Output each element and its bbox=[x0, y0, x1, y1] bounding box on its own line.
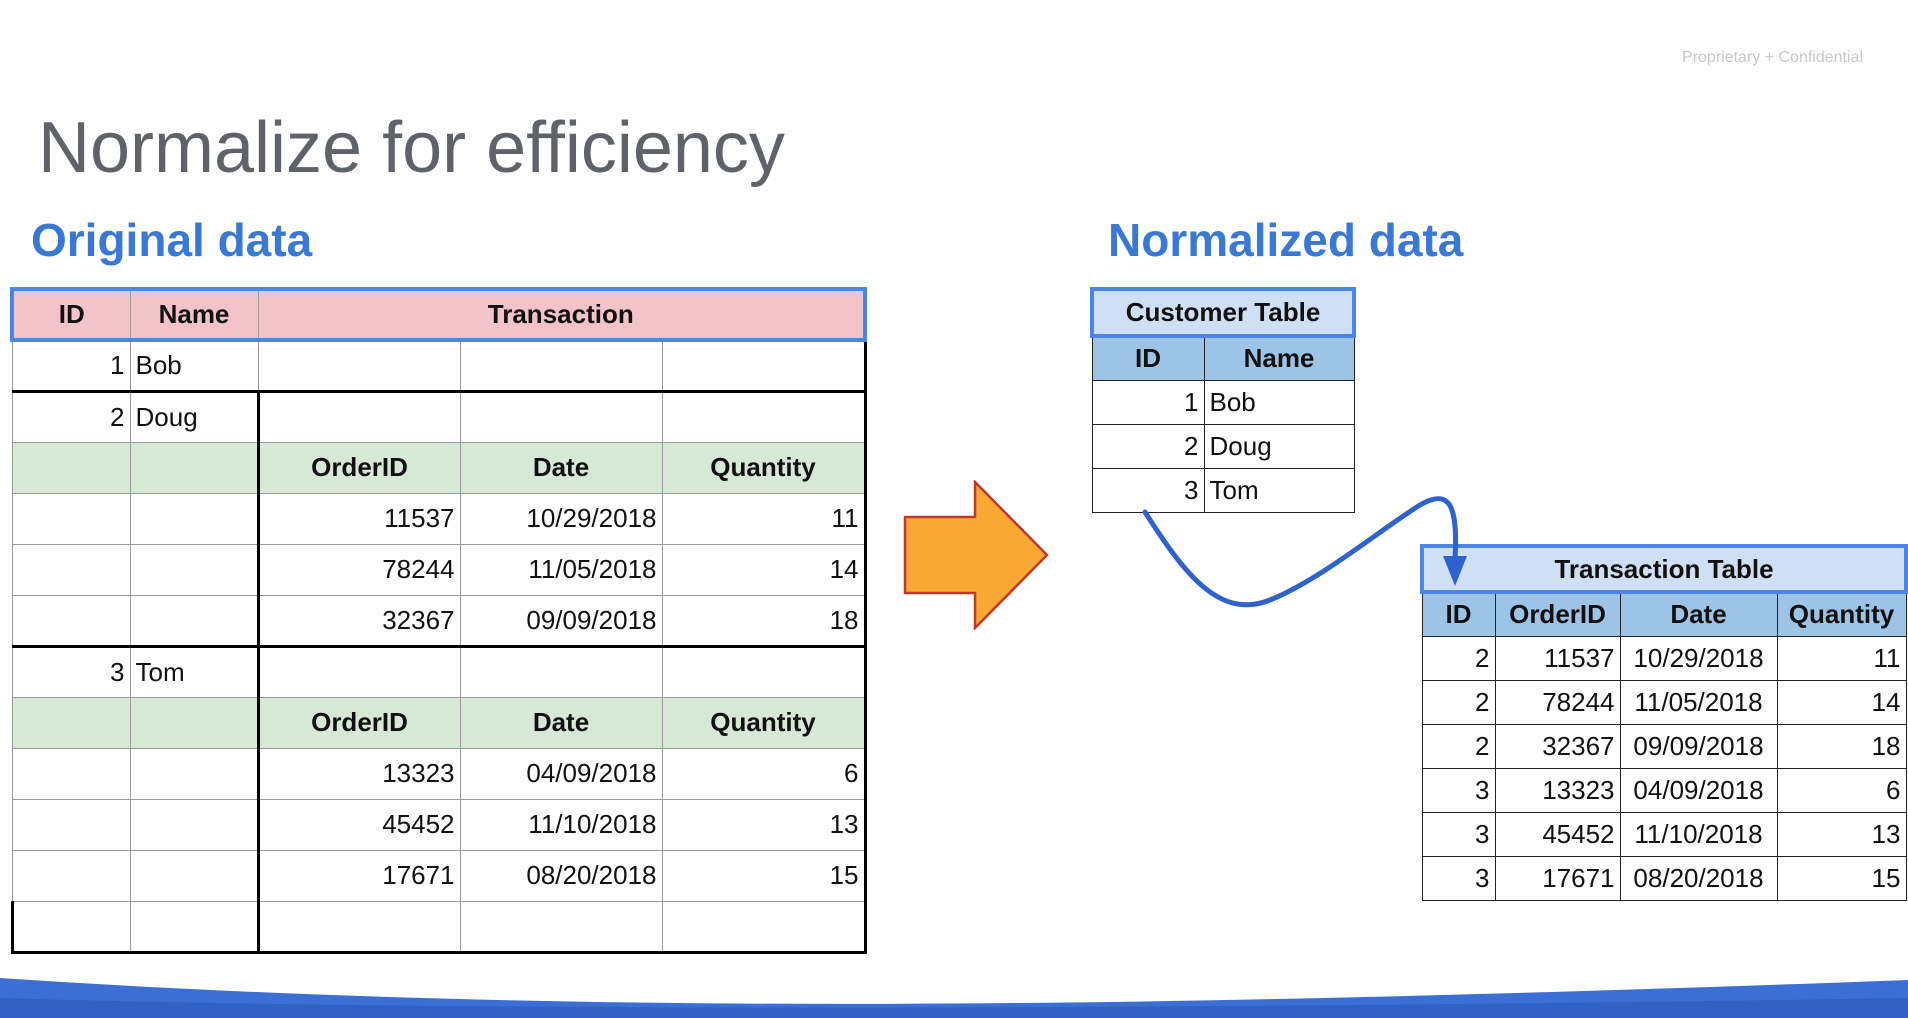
customer-table-header-row bbox=[1092, 336, 1354, 380]
table-row bbox=[1092, 424, 1354, 468]
subheader-date: Date bbox=[460, 442, 662, 493]
customer-table bbox=[1090, 287, 1356, 513]
order-date: 08/20/2018 bbox=[460, 850, 662, 901]
order-date: 11/05/2018 bbox=[1620, 680, 1777, 724]
customer-name: Tom bbox=[1204, 468, 1354, 512]
confidential-label: Proprietary + Confidential bbox=[1682, 49, 1863, 66]
customer-id: 3 bbox=[1422, 812, 1495, 856]
transaction-table-caption-row bbox=[1422, 546, 1906, 592]
order-quantity: 6 bbox=[1777, 768, 1906, 812]
order-quantity: 6 bbox=[662, 748, 865, 799]
order-id: 11537 bbox=[258, 493, 460, 544]
order-quantity: 13 bbox=[1777, 812, 1906, 856]
order-quantity: 14 bbox=[1777, 680, 1906, 724]
transaction-table-caption: Transaction Table bbox=[1422, 546, 1906, 592]
table-row bbox=[12, 493, 865, 544]
table-row bbox=[12, 340, 865, 391]
column-header-name: Name bbox=[1204, 336, 1354, 380]
column-header-name: Name bbox=[130, 289, 258, 340]
column-header-transaction: Transaction bbox=[258, 289, 865, 340]
order-quantity: 15 bbox=[1777, 856, 1906, 900]
original-data-table bbox=[10, 287, 867, 954]
order-quantity: 11 bbox=[1777, 636, 1906, 680]
customer-name: Tom bbox=[130, 646, 258, 697]
order-id: 78244 bbox=[258, 544, 460, 595]
table-row bbox=[12, 646, 865, 697]
customer-id: 2 bbox=[1422, 680, 1495, 724]
order-id: 17671 bbox=[258, 850, 460, 901]
customer-id: 1 bbox=[12, 340, 130, 391]
table-row bbox=[12, 748, 865, 799]
order-id: 13323 bbox=[258, 748, 460, 799]
order-quantity: 18 bbox=[662, 595, 865, 646]
order-id: 45452 bbox=[258, 799, 460, 850]
table-row bbox=[12, 850, 865, 901]
customer-id: 2 bbox=[1092, 424, 1204, 468]
original-header-row bbox=[12, 289, 865, 340]
column-header-id: ID bbox=[1422, 592, 1495, 636]
order-date: 10/29/2018 bbox=[460, 493, 662, 544]
customer-id: 2 bbox=[12, 391, 130, 442]
subheader-quantity: Quantity bbox=[662, 442, 865, 493]
order-id: 13323 bbox=[1495, 768, 1620, 812]
order-quantity: 18 bbox=[1777, 724, 1906, 768]
subheader-orderid: OrderID bbox=[258, 442, 460, 493]
footer-band bbox=[0, 958, 1908, 1018]
order-quantity: 15 bbox=[662, 850, 865, 901]
table-row bbox=[12, 391, 865, 442]
transaction-subheader-row bbox=[12, 442, 865, 493]
normalized-data-heading: Normalized data bbox=[1108, 214, 1464, 266]
subheader-quantity: Quantity bbox=[662, 697, 865, 748]
table-row bbox=[1422, 680, 1906, 724]
transaction-table bbox=[1420, 544, 1908, 901]
customer-table-caption: Customer Table bbox=[1092, 289, 1354, 336]
order-id: 78244 bbox=[1495, 680, 1620, 724]
order-quantity: 13 bbox=[662, 799, 865, 850]
original-data-heading: Original data bbox=[31, 214, 313, 266]
order-date: 04/09/2018 bbox=[1620, 768, 1777, 812]
table-row bbox=[12, 544, 865, 595]
column-header-quantity: Quantity bbox=[1777, 592, 1906, 636]
order-date: 11/10/2018 bbox=[460, 799, 662, 850]
table-row bbox=[12, 901, 865, 952]
column-header-orderid: OrderID bbox=[1495, 592, 1620, 636]
slide-title: Normalize for efficiency bbox=[38, 108, 785, 188]
order-id: 45452 bbox=[1495, 812, 1620, 856]
table-row bbox=[1422, 768, 1906, 812]
table-row bbox=[12, 595, 865, 646]
table-row bbox=[12, 799, 865, 850]
customer-id: 3 bbox=[1092, 468, 1204, 512]
order-quantity: 11 bbox=[662, 493, 865, 544]
order-id: 32367 bbox=[258, 595, 460, 646]
customer-id: 3 bbox=[12, 646, 130, 697]
customer-name: Doug bbox=[130, 391, 258, 442]
customer-name: Bob bbox=[1204, 380, 1354, 424]
table-row bbox=[1422, 812, 1906, 856]
order-date: 11/05/2018 bbox=[460, 544, 662, 595]
order-date: 08/20/2018 bbox=[1620, 856, 1777, 900]
table-row bbox=[1422, 856, 1906, 900]
table-row bbox=[1092, 380, 1354, 424]
column-header-date: Date bbox=[1620, 592, 1777, 636]
transform-arrow-icon bbox=[903, 480, 1049, 630]
order-date: 09/09/2018 bbox=[1620, 724, 1777, 768]
table-row bbox=[1092, 468, 1354, 512]
order-date: 09/09/2018 bbox=[460, 595, 662, 646]
customer-id: 3 bbox=[1422, 768, 1495, 812]
customer-id: 2 bbox=[1422, 636, 1495, 680]
table-row bbox=[1422, 724, 1906, 768]
customer-id: 2 bbox=[1422, 724, 1495, 768]
order-quantity: 14 bbox=[662, 544, 865, 595]
customer-name: Doug bbox=[1204, 424, 1354, 468]
subheader-orderid: OrderID bbox=[258, 697, 460, 748]
transaction-subheader-row bbox=[12, 697, 865, 748]
order-date: 11/10/2018 bbox=[1620, 812, 1777, 856]
table-row bbox=[1422, 636, 1906, 680]
transaction-table-header-row bbox=[1422, 592, 1906, 636]
customer-id: 3 bbox=[1422, 856, 1495, 900]
order-id: 17671 bbox=[1495, 856, 1620, 900]
column-header-id: ID bbox=[12, 289, 130, 340]
order-date: 04/09/2018 bbox=[460, 748, 662, 799]
subheader-date: Date bbox=[460, 697, 662, 748]
order-id: 11537 bbox=[1495, 636, 1620, 680]
customer-table-caption-row bbox=[1092, 289, 1354, 336]
column-header-id: ID bbox=[1092, 336, 1204, 380]
customer-id: 1 bbox=[1092, 380, 1204, 424]
customer-name: Bob bbox=[130, 340, 258, 391]
order-id: 32367 bbox=[1495, 724, 1620, 768]
order-date: 10/29/2018 bbox=[1620, 636, 1777, 680]
